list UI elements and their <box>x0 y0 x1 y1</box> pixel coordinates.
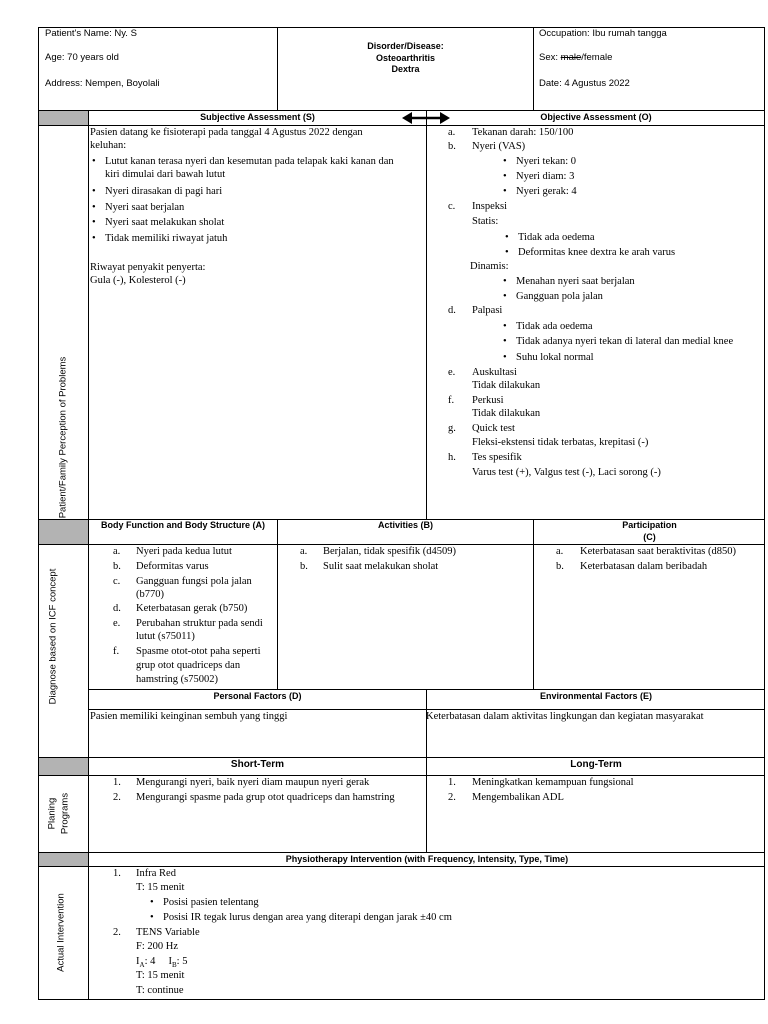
side-label-actual: Actual Intervention <box>55 893 67 972</box>
subj-bullet-1b: kiri dimulai dari bawah lutut <box>105 169 226 180</box>
subj-bullet-2: • Nyeri dirasakan di pagi hari <box>105 185 222 198</box>
act-b-marker: b. <box>300 561 308 572</box>
obj-c-marker: c. <box>448 201 456 212</box>
obj-e-marker: e. <box>448 367 456 378</box>
ef-text: Keterbatasan dalam aktivitas lingkungan dan kegiatan masyarakat <box>426 711 704 722</box>
obj-f-text: Perkusi <box>472 395 504 406</box>
part-b-text: Keterbatasan dalam beribadah <box>580 561 708 572</box>
bf-f-text-1: Spasme otot-otot paha seperti <box>136 646 261 657</box>
int-2-text: TENS Variable <box>136 927 200 938</box>
intervention-title: Physiotherapy Intervention (with Frequency, Intensity, Type, Time) <box>285 854 569 864</box>
sex-suffix: /female <box>581 52 613 63</box>
int-top <box>38 852 765 853</box>
subjective-title: Subjective Assessment (S) <box>200 112 315 122</box>
act-a-text: Berjalan, tidak spesifik (d4509) <box>323 546 456 557</box>
bf-a-marker: a. <box>113 546 121 557</box>
part-b-marker: b. <box>556 561 564 572</box>
icf-divider-2 <box>533 519 534 689</box>
obj-g-value: Fleksi-ekstensi tidak terbatas, krepitasi (-) <box>472 437 649 448</box>
act-a-marker: a. <box>300 546 308 557</box>
obj-dinamis-1: • Menahan nyeri saat berjalan <box>516 275 635 288</box>
obj-dinamis: Dinamis: <box>470 261 509 272</box>
int-1-text: Infra Red <box>136 868 176 879</box>
subj-bullet-3: • Nyeri saat berjalan <box>105 201 184 214</box>
subj-bullet-4: • Nyeri saat melakukan sholat <box>105 216 224 229</box>
obj-b-item-1: • Nyeri tekan: 0 <box>516 155 576 168</box>
bf-d-text: Keterbatasan gerak (b750) <box>136 603 248 614</box>
int-2-num: 2. <box>113 927 121 938</box>
assessment-date: Date: 4 Agustus 2022 <box>539 78 630 89</box>
obj-palpasi-3: • Suhu lokal normal <box>516 351 594 364</box>
long-term-title: Long-Term <box>570 759 622 770</box>
pf-text: Pasien memiliki keinginan sembuh yang tinggi <box>90 711 288 722</box>
obj-d-marker: d. <box>448 305 456 316</box>
patient-age: Age: 70 years old <box>45 52 119 63</box>
sex <box>539 52 612 64</box>
part-a-marker: a. <box>556 546 564 557</box>
obj-palpasi-2: • Tidak adanya nyeri tekan di lateral dan medial knee <box>516 335 733 348</box>
obj-d-text: Palpasi <box>472 305 503 316</box>
bf-title: Body Function and Body Structure (A) <box>101 520 265 530</box>
long-2-text: Mengembalikan ADL <box>472 792 564 803</box>
long-2-num: 2. <box>448 792 456 803</box>
bf-c-text-2: (b770) <box>136 589 164 600</box>
plan-top <box>38 757 765 758</box>
patient-name: Patient's Name: Ny. S <box>45 28 137 39</box>
int-2-ib: 5 <box>182 956 188 967</box>
int-1-bullet-2: • Posisi IR tegak lurus dengan area yang diterapi dengan jarak ±40 cm <box>163 911 452 924</box>
obj-b-text: Nyeri (VAS) <box>472 141 526 152</box>
obj-a-marker: a. <box>448 127 456 138</box>
subj-bullet-5: • Tidak memiliki riwayat jatuh <box>105 232 227 245</box>
double-arrow-icon <box>402 112 450 124</box>
header-divider-2 <box>533 27 534 111</box>
grey-cell-plan <box>39 757 88 775</box>
bf-e-text-2: lutut (s75011) <box>136 631 195 642</box>
obj-h-marker: h. <box>448 452 456 463</box>
int-2-freq: F: 200 Hz <box>136 941 178 952</box>
short-term-title: Short-Term <box>230 759 285 770</box>
bf-a-text: Nyeri pada kedua lutut <box>136 546 232 557</box>
bf-b-marker: b. <box>113 561 121 572</box>
bf-e-text-1: Perubahan struktur pada sendi <box>136 618 263 629</box>
side-label-planning-1: Planing <box>46 797 58 830</box>
short-2-num: 2. <box>113 792 121 803</box>
pf-title: Personal Factors (D) <box>213 691 302 701</box>
grey-cell-sa <box>39 111 88 125</box>
int-1-num: 1. <box>113 868 121 879</box>
bf-e-marker: e. <box>113 618 121 629</box>
obj-b-item-3: • Nyeri gerak: 4 <box>516 185 577 198</box>
obj-f-value: Tidak dilakukan <box>472 408 541 419</box>
occupation: Occupation: Ibu rumah tangga <box>539 28 667 39</box>
bf-c-text-1: Gangguan fungsi pola jalan <box>136 576 252 587</box>
obj-statis-2: • Deformitas knee dextra ke arah varus <box>518 246 675 259</box>
ef-title: Environmental Factors (E) <box>539 691 653 701</box>
bf-b-text: Deformitas varus <box>136 561 209 572</box>
obj-f-marker: f. <box>448 395 455 406</box>
disorder-line-2: Dextra <box>391 64 420 74</box>
obj-statis: Statis: <box>472 216 499 227</box>
bf-d-marker: d. <box>113 603 121 614</box>
side-label-planning-2: Programs <box>59 792 71 835</box>
obj-c-text: Inspeksi <box>472 201 507 212</box>
part-title-1: Participation <box>622 520 677 530</box>
subj-intro-1: Pasien datang ke fisioterapi pada tanggal 4 Agustus 2022 dengan <box>90 127 363 138</box>
int-2-ia: 4 <box>150 956 156 967</box>
int-2-time-2: T: continue <box>136 985 184 996</box>
obj-a-text: Tekanan darah: 150/100 <box>472 127 574 138</box>
int-1-bullet-1: • Posisi pasien telentang <box>163 896 259 909</box>
obj-b-item-2: • Nyeri diam: 3 <box>516 170 574 183</box>
part-title-2: (C) <box>643 532 656 542</box>
part-a-text: Keterbatasan saat beraktivitas (d850) <box>580 546 736 557</box>
objective-title: Objective Assessment (O) <box>540 112 652 122</box>
obj-g-marker: g. <box>448 423 456 434</box>
side-label-diagnose: Diagnose based on ICF concept <box>47 568 59 705</box>
subj-riwayat: Riwayat penyakit penyerta: <box>90 262 206 273</box>
plan-divider <box>426 757 427 852</box>
bf-f-text-3: hamstring (s75002) <box>136 674 218 685</box>
grey-cell-int <box>39 852 88 866</box>
int-2-intensity: $I_A$: 4 $I_B$: 5 <box>136 956 188 970</box>
bf-f-marker: f. <box>113 646 120 657</box>
obj-statis-1: • Tidak ada oedema <box>518 231 595 244</box>
obj-b-marker: b. <box>448 141 456 152</box>
sex-prefix: Sex: <box>539 52 561 63</box>
bf-f-text-2: grup otot quadriceps dan <box>136 660 241 671</box>
subj-intro-2: keluhan: <box>90 140 127 151</box>
obj-h-value: Varus test (+), Valgus test (-), Laci sorong (-) <box>472 467 661 478</box>
act-title: Activities (B) <box>377 520 433 530</box>
long-1-num: 1. <box>448 777 456 788</box>
subj-bullet-1a: • Lutut kanan terasa nyeri dan kesemutan pada telapak kaki kanan dan <box>105 155 394 168</box>
short-1-text: Mengurangi nyeri, baik nyeri diam maupun nyeri gerak <box>136 777 370 788</box>
disorder-line-1: Osteoarthritis <box>375 53 435 63</box>
obj-e-text: Auskultasi <box>472 367 517 378</box>
obj-h-text: Tes spesifik <box>472 452 522 463</box>
obj-dinamis-2: • Gangguan pola jalan <box>516 290 603 303</box>
disorder-label: Disorder/Disease: <box>367 41 444 51</box>
int-1-time: T: 15 menit <box>136 882 185 893</box>
so-divider <box>426 110 427 519</box>
subj-riwayat-value: Gula (-), Kolesterol (-) <box>90 275 186 286</box>
obj-g-text: Quick test <box>472 423 515 434</box>
icf-divider-1 <box>277 519 278 689</box>
long-1-text: Meningkatkan kemampuan fungsional <box>472 777 634 788</box>
short-1-num: 1. <box>113 777 121 788</box>
int-2-time: T: 15 menit <box>136 970 185 981</box>
side-label-perception: Patient/Family Perception of Problems <box>57 356 69 519</box>
patient-address: Address: Nempen, Boyolali <box>45 78 160 89</box>
act-b-text: Sulit saat melakukan sholat <box>323 561 439 572</box>
obj-e-value: Tidak dilakukan <box>472 380 541 391</box>
obj-palpasi-1: • Tidak ada oedema <box>516 320 593 333</box>
short-2-text: Mengurangi spasme pada grup otot quadriceps dan hamstring <box>136 792 395 803</box>
bf-c-marker: c. <box>113 576 121 587</box>
sex-struck: male <box>560 52 582 63</box>
